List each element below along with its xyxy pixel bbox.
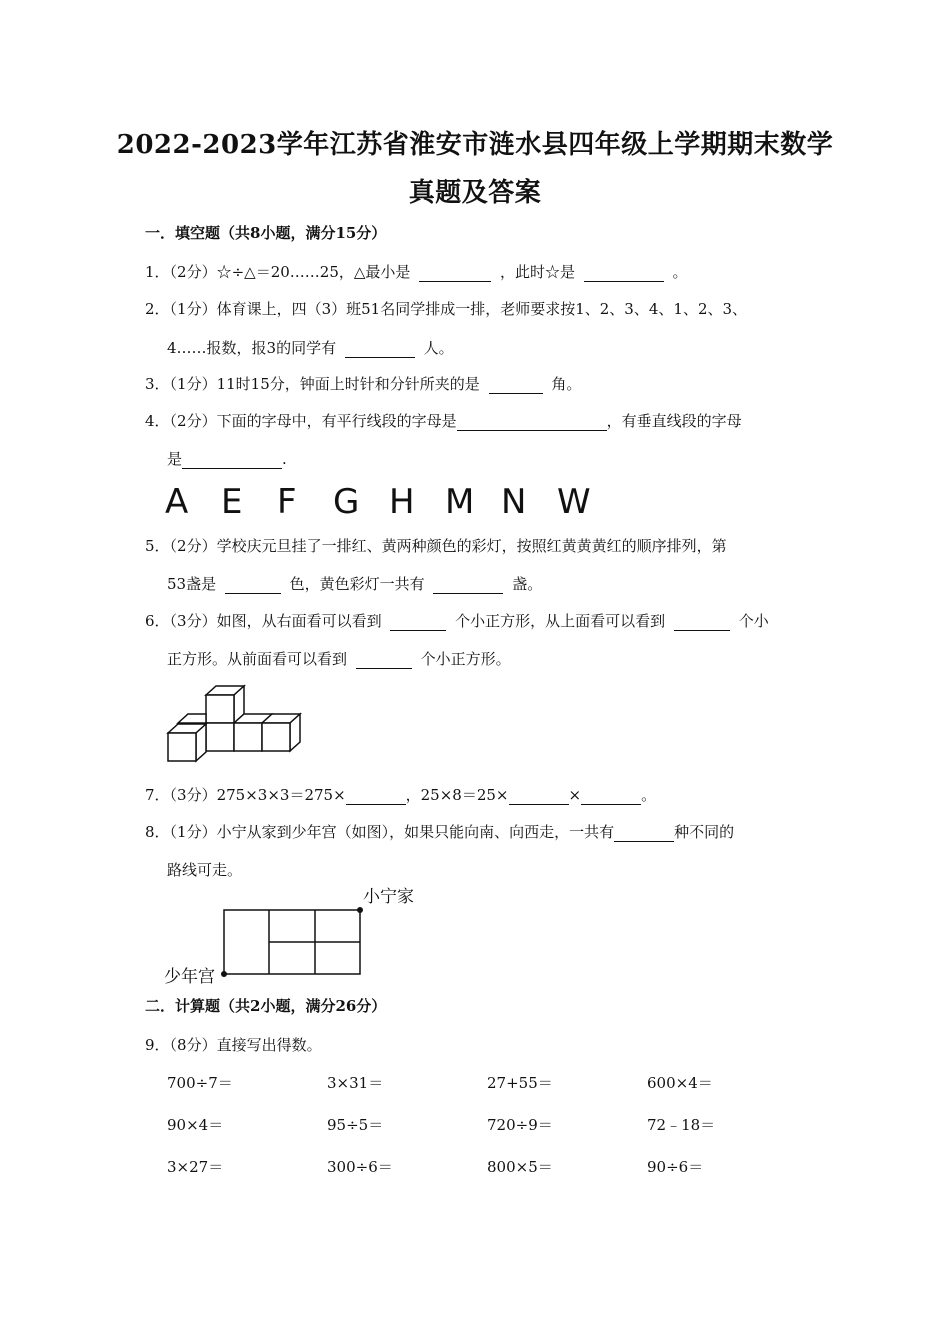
calc-item: 90×4＝ <box>167 1116 224 1134</box>
q1-blank-1[interactable] <box>419 265 491 282</box>
calc-item: 720÷9＝ <box>487 1116 553 1134</box>
q3-blank[interactable] <box>489 377 543 394</box>
q6-text-a: 6．（3分）如图，从右面看可以看到 <box>145 612 382 630</box>
section-heading-fill-blank: 一．填空题（共8小题，满分15分） <box>145 224 387 242</box>
label-home: 小宁家 <box>363 887 414 907</box>
calc-item: 700÷7＝ <box>167 1074 233 1092</box>
q7-text-d: 。 <box>641 786 657 804</box>
q6-blank-2[interactable] <box>674 614 730 631</box>
q3-text-b: 角。 <box>551 375 582 393</box>
q7-text-c: × <box>568 786 582 804</box>
letter-e: E <box>221 482 243 522</box>
doc-title-line1: 2022-2023学年江苏省淮安市涟水县四年级上学期期末数学 <box>116 130 834 160</box>
q2-blank[interactable] <box>345 341 415 358</box>
letter-g: G <box>333 482 360 522</box>
q6-text-d: 正方形。从前面看可以看到 <box>167 650 348 668</box>
question-5-line1: 5．（2分）学校庆元旦挂了一排红、黄两种颜色的彩灯，按照红黄黄黄红的顺序排列，第 <box>145 537 727 555</box>
calc-item: 95÷5＝ <box>327 1116 384 1134</box>
question-8-line1 <box>145 821 734 842</box>
q4-blank-1[interactable] <box>457 414 607 431</box>
letter-row <box>165 482 613 522</box>
q2-text-b: 4……报数，报3的同学有 <box>167 339 337 357</box>
q1-blank-2[interactable] <box>584 265 664 282</box>
q4-blank-2[interactable] <box>182 452 282 469</box>
calc-item: 300÷6＝ <box>327 1158 393 1176</box>
q6-blank-1[interactable] <box>390 614 446 631</box>
q8-blank[interactable] <box>614 825 674 842</box>
question-1 <box>145 261 688 282</box>
q7-text-a: 7．（3分）275×3×3＝275× <box>145 786 346 804</box>
question-2-line1: 2．（1分）体育课上，四（3）班51名同学排成一排，老师要求按1、2、3、4、1、2、3、 <box>145 300 748 318</box>
letter-f: F <box>277 482 297 522</box>
calc-row-3 <box>167 1156 807 1177</box>
question-9: 9．（8分）直接写出得数。 <box>145 1036 322 1054</box>
q8-text-a: 8．（1分）小宁从家到少年宫（如图），如果只能向南、向西走，一共有 <box>145 823 615 841</box>
q4-text-d: . <box>282 450 287 468</box>
calc-item: 90÷6＝ <box>647 1158 704 1176</box>
calc-item: 600×4＝ <box>647 1074 713 1092</box>
q1-text-b: ，此时☆是 <box>499 263 575 281</box>
q8-text-b: 种不同的 <box>674 823 735 841</box>
q5-text-d: 盏。 <box>512 575 543 593</box>
calc-item: 3×31＝ <box>327 1074 384 1092</box>
question-5-line2 <box>167 573 542 594</box>
route-grid-figure <box>160 880 430 990</box>
calc-row-1 <box>167 1072 807 1093</box>
question-6-line2 <box>167 648 511 669</box>
letter-m: M <box>445 482 475 522</box>
q5-text-c: 色，黄色彩灯一共有 <box>289 575 425 593</box>
q6-text-b: 个小正方形，从上面看可以看到 <box>455 612 666 630</box>
question-7 <box>145 784 656 805</box>
q3-text-a: 3．（1分）11时15分，钟面上时针和分针所夹的是 <box>145 375 480 393</box>
q4-text-b: ，有垂直线段的字母 <box>606 412 742 430</box>
cube-figure <box>160 682 310 768</box>
doc-title-line2: 真题及答案 <box>408 178 542 208</box>
q7-blank-2[interactable] <box>509 788 569 805</box>
letter-n: N <box>501 482 527 522</box>
letter-a: A <box>165 482 189 522</box>
calc-row-2 <box>167 1114 807 1135</box>
calc-item: 27+55＝ <box>487 1074 553 1092</box>
question-6-line1 <box>145 610 769 631</box>
q7-blank-3[interactable] <box>581 788 641 805</box>
question-8-line2: 路线可走。 <box>167 861 243 879</box>
q5-text-b: 53盏是 <box>167 575 217 593</box>
q4-text-c: 是 <box>167 450 183 468</box>
letter-w: W <box>557 482 591 522</box>
q2-text-c: 人。 <box>423 339 454 357</box>
question-3 <box>145 373 581 394</box>
q1-text-c: 。 <box>672 263 688 281</box>
q6-text-c: 个小 <box>738 612 769 630</box>
q5-blank-1[interactable] <box>225 577 281 594</box>
label-youth-palace: 少年宫 <box>164 967 215 987</box>
q6-text-e: 个小正方形。 <box>420 650 511 668</box>
q1-text-a: 1．（2分）☆÷△＝20……25，△最小是 <box>145 263 411 281</box>
q4-text-a: 4．（2分）下面的字母中，有平行线段的字母是 <box>145 412 457 430</box>
question-4-line1 <box>145 410 742 431</box>
calc-item: 3×27＝ <box>167 1158 224 1176</box>
q6-blank-3[interactable] <box>356 652 412 669</box>
q5-blank-2[interactable] <box>433 577 503 594</box>
q7-blank-1[interactable] <box>346 788 406 805</box>
letter-h: H <box>389 482 415 522</box>
question-4-line2 <box>167 448 287 469</box>
calc-item: 72﹣18＝ <box>647 1116 716 1134</box>
question-2-line2 <box>167 337 454 358</box>
q7-text-b: ，25×8＝25× <box>405 786 509 804</box>
section-heading-calculation: 二．计算题（共2小题，满分26分） <box>145 997 387 1015</box>
calc-item: 800×5＝ <box>487 1158 553 1176</box>
